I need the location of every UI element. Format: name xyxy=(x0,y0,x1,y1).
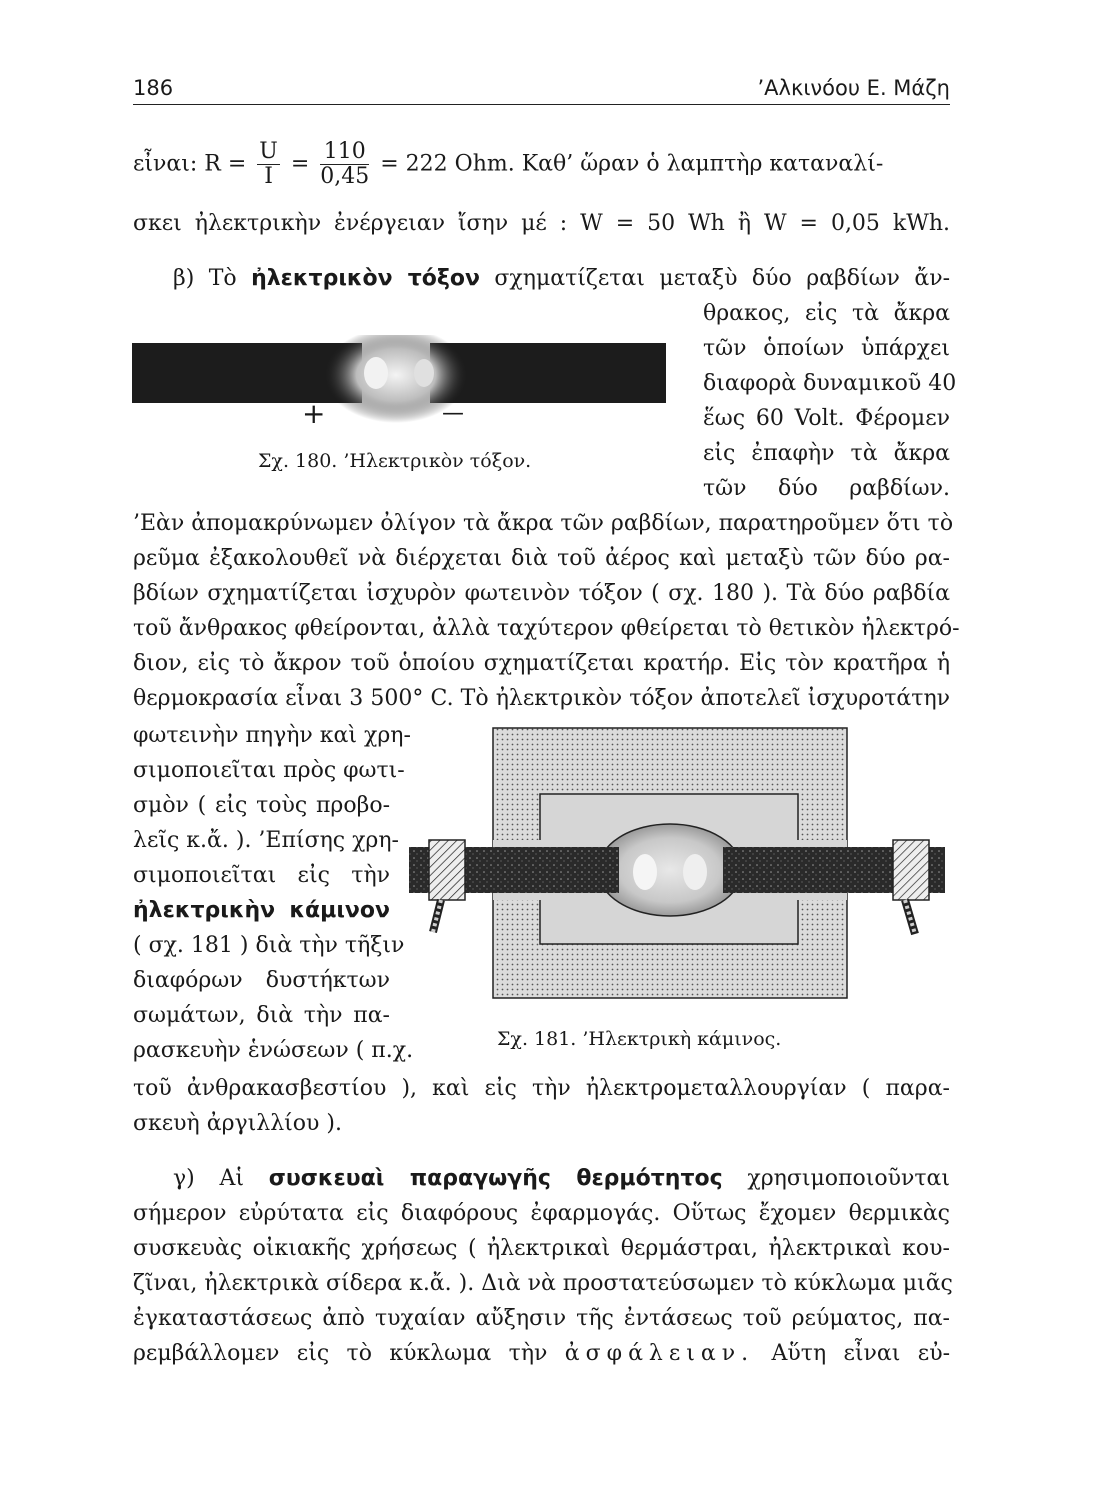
section-b-rest: σχηματίζεται μεταξὺ δύο ραβδίων ἄν- xyxy=(479,266,950,291)
body-line: ζῖναι, ἠλεκτρικὰ σίδερα κ.ἄ. ). Διὰ νὰ προστατεύσωμεν τὸ κύκλωμα μιᾶς xyxy=(133,1271,953,1296)
fraction-numerator: U xyxy=(259,139,278,164)
left-clamp xyxy=(429,840,465,900)
side-text-line: εἰς ἐπαφὴν τὰ ἄκρα xyxy=(703,441,950,466)
body-line: ἐγκαταστάσεως ἀπὸ τυχαίαν αὔξησιν τῆς ἐντάσεως τοῦ ρεύματος, πα- xyxy=(133,1306,950,1331)
body-line: ’Εὰν ἀπομακρύνωμεν ὀλίγον τὰ ἄκρα τῶν ραβδίων, παρατηροῦμεν ὅτι τὸ xyxy=(133,511,954,536)
side-text-line: θρακος, εἰς τὰ ἄκρα xyxy=(703,301,950,326)
page-header xyxy=(133,74,950,105)
body-line: σήμερον εὐρύτατα εἰς διαφόρους ἐφαρμογάς. Οὕτως ἔχομεν θερμικὰς xyxy=(133,1201,950,1226)
section-c-label: γ) Αἱ xyxy=(173,1166,269,1191)
body-line: θερμοκρασία εἶναι 3 500° C. Τὸ ἠλεκτρικὸν τόξον ἀποτελεῖ ἰσχυροτάτην xyxy=(133,686,950,711)
left-text-line: ρασκευὴν ἑνώσεων ( π.χ. xyxy=(133,1038,414,1063)
figure-180-electric-arc xyxy=(130,335,670,435)
right-arc-spot xyxy=(683,854,707,890)
body-line-last: σκευὴ ἀργιλλίου ). xyxy=(133,1111,342,1136)
body-line: τοῦ ἄνθρακος φθείρονται, ἀλλὰ ταχύτερον φθείρεται τὸ θετικὸν ἠλεκτρό- xyxy=(133,616,960,641)
fraction-u-over-i xyxy=(257,140,280,189)
fraction-numerator: 110 xyxy=(320,140,369,165)
section-c-first-line xyxy=(173,1165,950,1193)
left-text-line: φωτεινὴν πηγὴν καὶ χρη- xyxy=(133,723,411,748)
body-line: τοῦ ἀνθρακασβεστίου ), καὶ εἰς τὴν ἠλεκτρομεταλλουργίαν ( παρα- xyxy=(133,1076,950,1101)
figure-181-electric-furnace xyxy=(405,722,950,1022)
formula-prefix: εἶναι: R = xyxy=(133,151,247,177)
body-line: διον, εἰς τὸ ἄκρον τοῦ ὁποίου σχηματίζεται κρατήρ. Εἰς τὸν κρατῆρα ἡ xyxy=(133,651,950,676)
body-line-final xyxy=(133,1340,950,1368)
right-clamp xyxy=(893,840,929,900)
final-line-start: ρεμβάλλομεν εἰς τὸ κύκλωμα τὴν xyxy=(133,1341,548,1366)
side-text-line: τῶν δύο ραβδίων. xyxy=(703,476,950,501)
figure-181-caption: Σχ. 181. ’Ηλεκτρικὴ κάμινος. xyxy=(497,1028,782,1050)
left-text-line: σιμοποιεῖται εἰς τὴν xyxy=(133,863,390,888)
left-text-line: σωμάτων, διὰ τὴν πα- xyxy=(133,1003,390,1028)
fraction-denominator: I xyxy=(264,164,273,189)
figure-180-caption: Σχ. 180. ’Ηλεκτρικὸν τόξον. xyxy=(258,450,532,472)
left-text-line: σιμοποιεῖται πρὸς φωτι- xyxy=(133,758,405,783)
spaced-word-fuse: ἀσφάλειαν. xyxy=(564,1341,755,1366)
formula-line: εἶναι: R = $\frac{U}{I}$ = $\frac{110}{0,45}$ = 222 Ohm. Καθ’ ὥραν ὁ λαμπτὴρ καταναλί- xyxy=(133,139,884,189)
bold-term-arc: ἠλεκτρικὸν τόξον xyxy=(251,266,480,291)
bold-term-kiln: ἠλεκτρικὴν κάμινον xyxy=(133,898,390,923)
cathode-glow xyxy=(414,359,434,387)
final-line-end: Αὕτη εἶναι εὐ- xyxy=(771,1341,951,1366)
side-text-line: διαφορὰ δυναμικοῦ 40 xyxy=(703,371,957,396)
section-b-label: β) Τὸ xyxy=(173,266,252,291)
side-text-line: τῶν ὁποίων ὑπάρχει xyxy=(703,336,950,361)
bold-term-heating: συσκευαὶ παραγωγῆς θερμότητος xyxy=(268,1166,723,1191)
left-cable xyxy=(433,900,441,932)
crater-glow xyxy=(364,357,388,389)
running-title: ’Αλκινόου Ε. Μάζη xyxy=(757,76,950,100)
fraction-denominator: 0,45 xyxy=(320,164,370,189)
left-text-line: ( σχ. 181 ) διὰ τὴν τῆξιν xyxy=(133,933,405,958)
left-arc-spot xyxy=(633,854,657,890)
left-text-line: διαφόρων δυστήκτων xyxy=(133,968,390,993)
body-line: ρεῦμα ἐξακολουθεῖ νὰ διέρχεται διὰ τοῦ ἀέρος καὶ μεταξὺ τῶν δύο ρα- xyxy=(133,546,950,571)
fraction-110-over-045 xyxy=(320,140,369,189)
energy-line: σκει ἠλεκτρικὴν ἐνέργειαν ἴσην μέ : W = 50 Wh ἢ W = 0,05 kWh. xyxy=(133,211,950,236)
page-number: 186 xyxy=(133,76,174,100)
section-c-rest: χρησιμοποιοῦνται xyxy=(722,1166,951,1191)
left-text-line: σμὸν ( εἰς τοὺς προβο- xyxy=(133,793,390,818)
plus-sign: + xyxy=(302,397,326,430)
side-text-line: ἕως 60 Volt. Φέρομεν xyxy=(703,406,950,431)
arc-chamber xyxy=(598,824,742,916)
left-text-line: λεῖς κ.ἄ. ). ’Επίσης χρη- xyxy=(133,828,399,853)
body-line: συσκευὰς οἰκιακῆς χρήσεως ( ἠλεκτρικαὶ θερμάστραι, ἠλεκτρικαὶ κου- xyxy=(133,1236,950,1261)
minus-sign: — xyxy=(442,401,464,426)
section-b-first-line xyxy=(173,265,950,293)
body-line: βδίων σχηματίζεται ἰσχυρὸν φωτεινὸν τόξον ( σχ. 180 ). Τὰ δύο ραβδία xyxy=(133,581,950,606)
formula-suffix: = 222 Ohm. Καθ’ ὥραν ὁ λαμπτὴρ καταναλί- xyxy=(380,151,884,177)
